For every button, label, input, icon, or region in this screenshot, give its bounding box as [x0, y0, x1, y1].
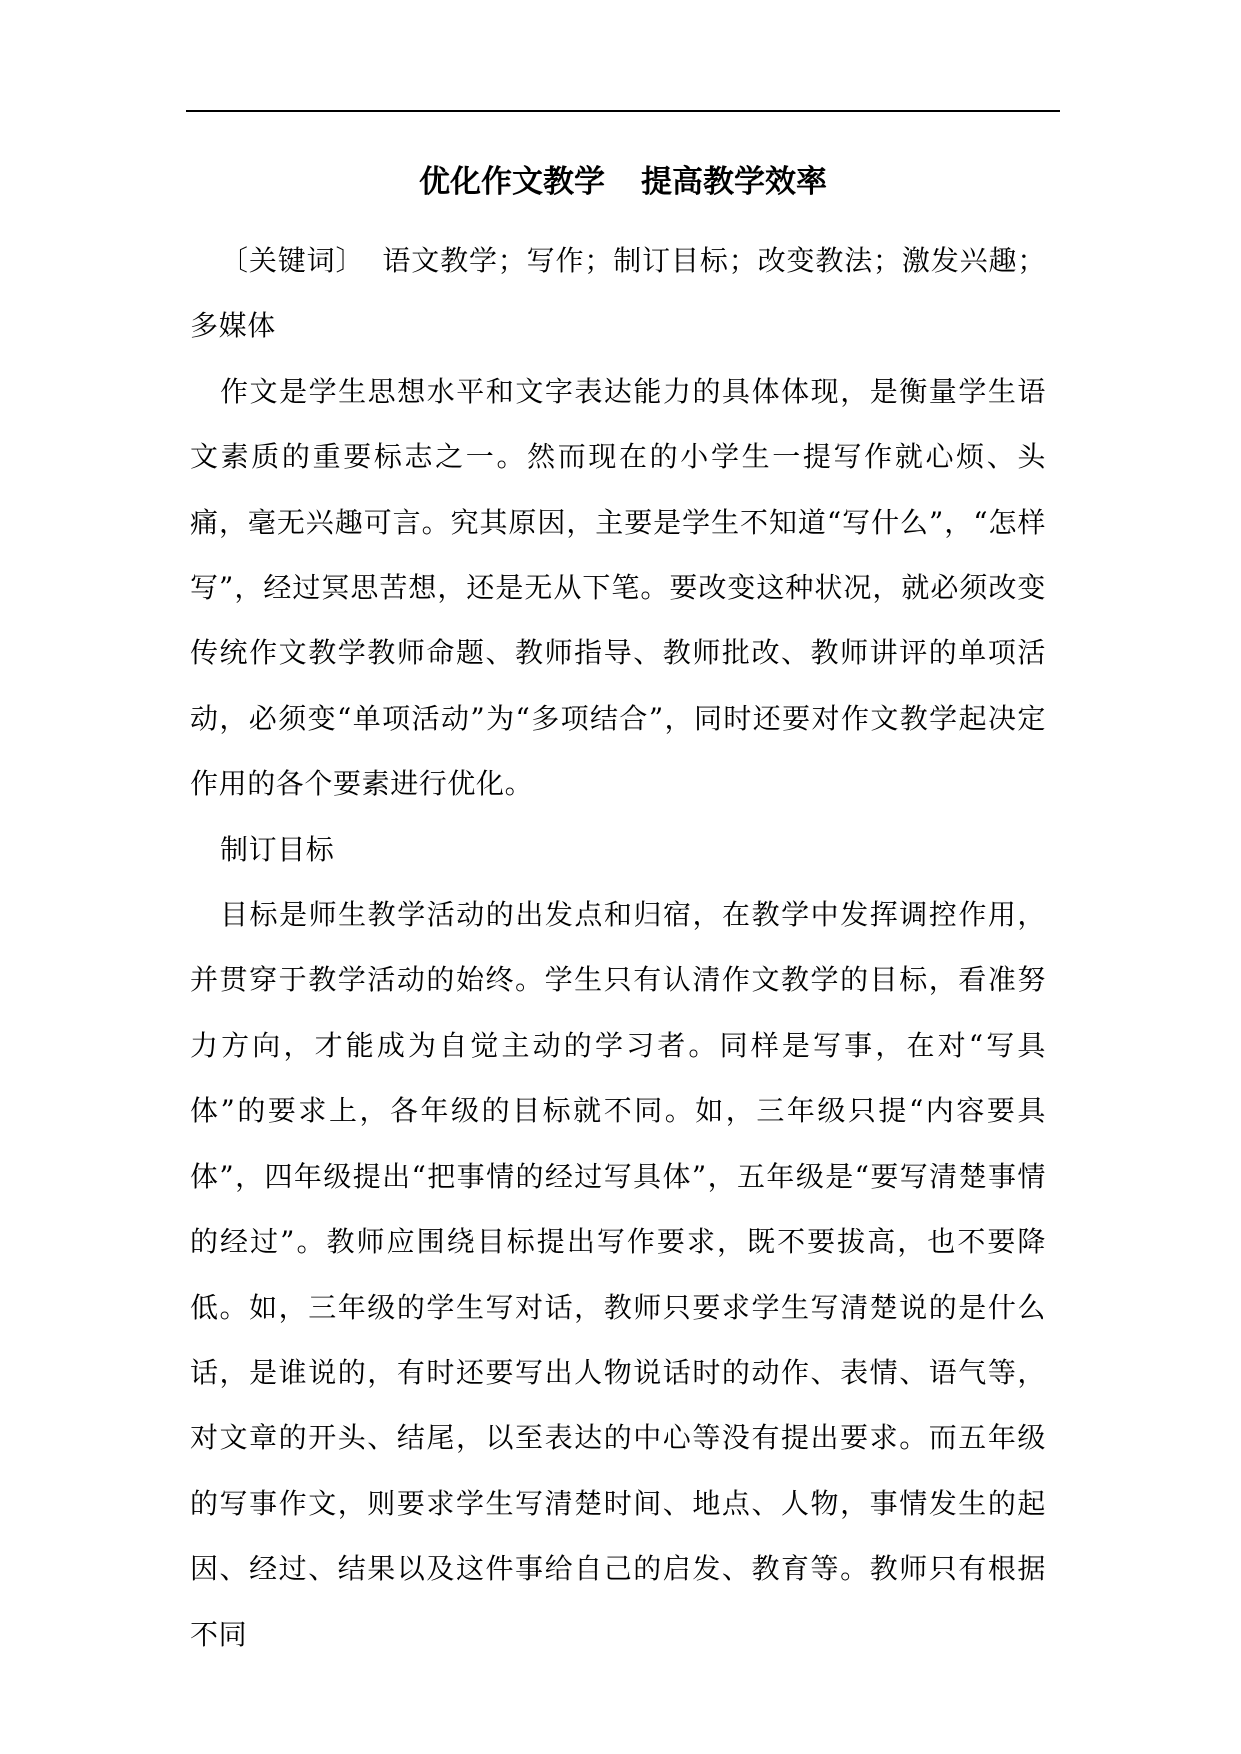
section-heading: 制订目标 — [220, 832, 335, 866]
paragraph-intro: 作文是学生思想水平和文字表达能力的具体体现，是衡量学生语文素质的重要标志之一。然而现在的小学生一提写作就心烦、头痛，毫无兴趣可言。究其原因，主要是学生不知道“写什么”，“怎样写”，经过冥思苦想，还是无从下笔。要改变这种状况，就必须改变传统作文教学教师命题、教师指导、教师批改、教师讲评的单项活动，必须变“单项活动”为“多项结合”，同时还要对作文教学起决定作用的各个要素进行优化。 — [190, 374, 1046, 801]
paragraph-goals: 目标是师生教学活动的出发点和归宿，在教学中发挥调控作用，并贯穿于教学活动的始终。学生只有认清作文教学的目标，看准努力方向，才能成为自觉主动的学习者。同样是写事，在对“写具体”的要求上，各年级的目标就不同。如，三年级只提“内容要具体”，四年级提出“把事情的经过写具体”，五年级是“要写清楚事情的经过”。教师应围绕目标提出写作要求，既不要拔高，也不要降低。如，三年级的学生写对话，教师只要求学生写清楚说的是什么话，是谁说的，有时还要写出人物说话时的动作、表情、语气等，对文章的开头、结尾，以至表达的中心等没有提出要求。而五年级的写事作文，则要求学生写清楚时间、地点、人物，事情发生的起因、经过、结果以及这件事给自己的启发、教育等。教师只有根据不同 — [190, 898, 1046, 1651]
keywords-text: 语文教学；写作；制订目标；改变教法；激发兴趣；多媒体 — [190, 244, 1046, 343]
title-part-2: 提高教学效率 — [641, 164, 827, 200]
keywords-line — [190, 228, 1046, 359]
header-rule — [186, 110, 1060, 112]
document-body — [190, 228, 1046, 1667]
title-part-1: 优化作文教学 — [419, 164, 605, 200]
keywords-label: 〔关键词〕 — [220, 244, 365, 277]
document-title — [186, 160, 1060, 204]
